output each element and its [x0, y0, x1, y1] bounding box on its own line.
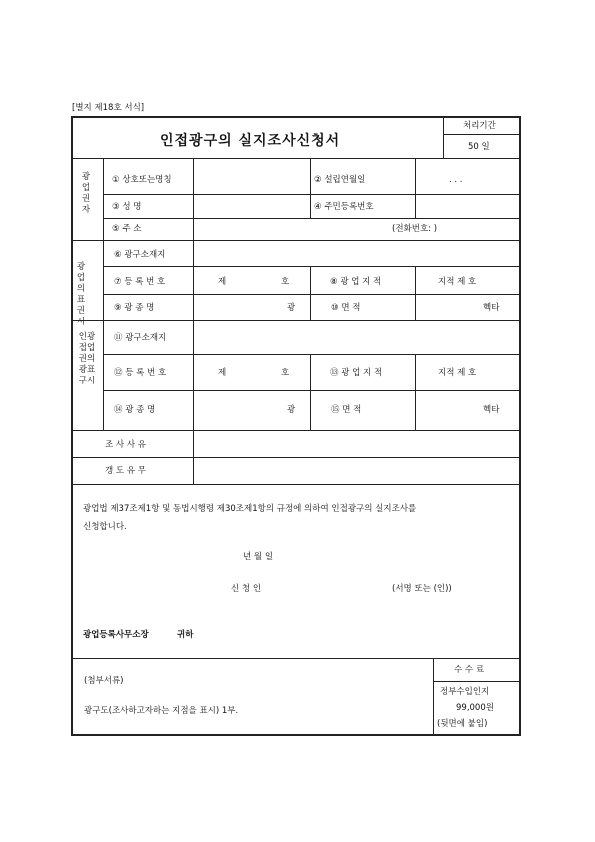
adj-label-divider: [193, 320, 194, 430]
addressee-honorific: 귀하: [177, 630, 194, 640]
mine-group-divider: [103, 240, 104, 320]
founding-date-value[interactable]: . . .: [449, 175, 463, 185]
mine-value-divider: [415, 266, 416, 320]
stamp-label: 정부수입인지: [440, 687, 490, 697]
frame-right: [519, 116, 521, 735]
tunnel-field[interactable]: [195, 459, 517, 482]
person-name-field[interactable]: [195, 196, 308, 216]
adj-location-label: ⑪ 광구소재지: [114, 333, 167, 343]
mine-row1-line: [103, 266, 520, 267]
applicant-value-divider: [415, 158, 416, 218]
declaration-bottom-line: [71, 658, 521, 659]
mine-label-divider: [193, 240, 194, 320]
form-number: [별지 제18호 서식]: [72, 103, 145, 113]
applicant-mid-divider: [310, 158, 311, 218]
reason-mid-line: [71, 457, 521, 458]
adj-map-label: ⑬ 광 업 지 적: [330, 368, 383, 378]
mine-mid-divider: [310, 266, 311, 320]
adj-mid-divider: [310, 354, 311, 430]
survey-reason-field[interactable]: [195, 432, 517, 455]
applicant-bottom-line: [71, 240, 521, 241]
adj-reg-prefix: 제: [218, 368, 227, 378]
tunnel-label: 갱 도 유 무: [105, 466, 146, 476]
founding-date-label: ② 설립연월일: [314, 175, 366, 185]
attachments-label: (첨부서류): [84, 676, 124, 686]
attachment-item: 광구도(조사하고자하는 지점을 표시) 1부.: [84, 706, 239, 716]
mine-location-label: ⑥ 광구소재지: [114, 250, 166, 260]
mine-reg-suffix: 호: [281, 277, 290, 287]
address-label: ⑤ 주 소: [112, 224, 142, 234]
adj-area-label: ⑮ 면 적: [331, 405, 362, 415]
title-bottom-line: [71, 158, 521, 159]
mine-mineral-suffix: 광: [287, 303, 296, 313]
mine-area-unit: 헥타: [483, 303, 500, 313]
footer-divider: [433, 658, 434, 735]
declaration-date: 년 월 일: [243, 552, 274, 562]
company-name-label: ① 상호또는명칭: [112, 175, 172, 185]
applicant-row2-line: [103, 218, 520, 219]
adj-mineral-suffix: 광: [287, 405, 296, 415]
fee-label: 수 수 료: [454, 665, 485, 675]
resident-id-label: ④ 주민등록번호: [314, 202, 374, 212]
declaration-line-2: 신청합니다.: [83, 522, 127, 532]
applicant-label-divider: [193, 158, 194, 240]
mine-row2-line: [103, 294, 520, 295]
mine-bottom-line: [71, 320, 521, 321]
frame-top: [71, 116, 521, 118]
mine-reg-label: ⑦ 등 록 번 호: [114, 277, 166, 287]
mine-mineral-label: ⑨ 광 종 명: [114, 303, 155, 313]
reason-bottom-line: [71, 484, 521, 485]
adj-reg-suffix: 호: [281, 368, 290, 378]
survey-reason-label: 조 사 사 유: [105, 440, 146, 450]
applicant-mine-group-label-left: 광업의 표권시: [76, 262, 86, 327]
addressee: 광업등록사무소장: [83, 630, 149, 640]
fee-divider: [433, 681, 520, 682]
adj-mineral-label: ⑭ 광 종 명: [114, 405, 156, 415]
adj-group-divider: [103, 320, 104, 430]
applicant-group-label: 광업권자: [81, 172, 91, 215]
adj-row1-line: [103, 354, 520, 355]
fee-amount: 99,000원: [456, 703, 494, 713]
stamp-note: (뒷면에 붙임): [437, 719, 488, 729]
mine-map-value: 지적 제 호: [438, 277, 477, 287]
applicant-row1-line: [103, 194, 520, 195]
adjacent-group-label: 인광접업권의 광표구시: [78, 332, 96, 386]
applicant-signature-label: 신 청 인: [231, 584, 262, 594]
adj-map-value: 지적 제 호: [438, 368, 477, 378]
declaration-line-1: 광업법 제37조제1항 및 동법시행령 제30조제1항의 규정에 의하여 인접광구의 실지조사를: [83, 504, 417, 514]
adj-area-unit: 헥타: [483, 405, 500, 415]
frame-bottom: [71, 734, 521, 736]
frame-left: [71, 116, 73, 735]
mine-area-label: ⑩ 면 적: [331, 303, 361, 313]
mine-map-label: ⑧ 광 업 지 적: [330, 277, 382, 287]
adj-reg-label: ⑫ 등 록 번 호: [114, 368, 167, 378]
processing-value: 50 일: [468, 142, 490, 152]
person-name-label: ③ 성 명: [112, 202, 142, 212]
applicant-group-divider: [103, 158, 104, 240]
processing-divider: [443, 134, 520, 135]
company-name-field[interactable]: [195, 160, 308, 192]
signature-note[interactable]: (서명 또는 (인)): [392, 584, 452, 594]
adj-row2-line: [103, 390, 520, 391]
phone-label[interactable]: (전화번호: ): [392, 224, 438, 234]
title-divider: [443, 116, 444, 158]
processing-label: 처리기간: [463, 121, 496, 131]
mine-reg-prefix: 제: [218, 277, 227, 287]
page-title: 인접광구의 실지조사신청서: [160, 133, 341, 149]
adj-bottom-line: [71, 430, 521, 431]
adj-value-divider: [415, 354, 416, 430]
resident-id-field[interactable]: [417, 196, 517, 216]
